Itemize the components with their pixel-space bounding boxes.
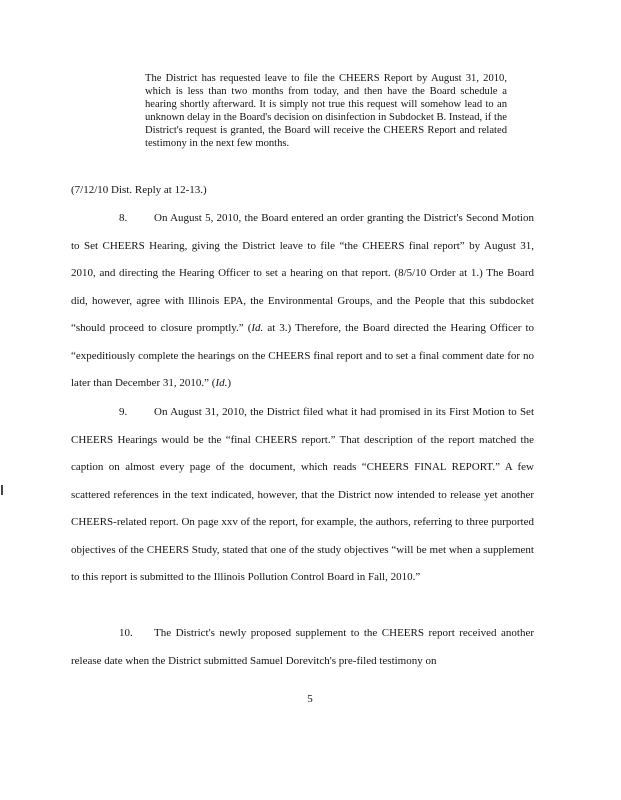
paragraph-9 xyxy=(71,399,534,592)
paragraph-text: at 3.) Therefore, the Board directed the Hearing Officer to “expeditiously complete the hearings on the CHEERS final report and to set a final comment date for no later than December 31, 2010.” ( xyxy=(71,322,534,389)
paragraph-number: 10. xyxy=(119,627,133,639)
paragraph-text: The District's newly proposed supplement to the CHEERS report received another release date when the District submitted Samuel Dorevitch's pre-filed testimony on xyxy=(71,627,534,667)
id-citation: Id. xyxy=(251,322,264,334)
page-number: 5 xyxy=(307,693,313,705)
paragraph-10 xyxy=(71,620,534,675)
paragraph-text: On August 5, 2010, the Board entered an order granting the District's Second Motion to Set CHEERS Hearing, giving the District leave to file “the CHEERS final report” by August 31, 2010, and directing the Hearing Officer to set a hearing on that report. (8/5/10 Order at 1.) The Board did, however, agree with Illinois EPA, the Environmental Groups, and the People that this subdocket “should proceed to closure promptly.” ( xyxy=(71,212,534,334)
paragraph-text: ) xyxy=(227,377,232,389)
paragraph-number: 8. xyxy=(119,212,128,224)
paragraph-number: 9. xyxy=(119,406,128,418)
quote-citation: (7/12/10 Dist. Reply at 12-13.) xyxy=(71,184,207,196)
id-citation: Id. xyxy=(215,377,228,389)
scan-margin-mark xyxy=(1,485,3,495)
paragraph-text: On August 31, 2010, the District filed what it had promised in its First Motion to Set CHEERS Hearings would be the “final CHEERS report.” That description of the report matched the caption on almost every page of the document, which reads “CHEERS FINAL REPORT.” A few scattered references in the text indicated, however, that the District now intended to release yet another CHEERS-related report. On page xxv of the report, for example, the authors, referring to three purported objectives of the CHEERS Study, stated that one of the study objectives “will be met when a supplement to this report is submitted to the Illinois Pollution Control Board in Fall, 2010.” xyxy=(71,406,534,583)
block-quote: The District has requested leave to file the CHEERS Report by August 31, 2010, which is less than two months from today, and then have the Board schedule a hearing shortly afterward. It is simply not true this request will somehow lead to an unknown delay in the Board's decision on disinfection in Subdocket B. Instead, if the District's request is granted, the Board will receive the CHEERS Report and related testimony in the next few months. xyxy=(145,73,507,149)
paragraph-8 xyxy=(71,205,534,398)
